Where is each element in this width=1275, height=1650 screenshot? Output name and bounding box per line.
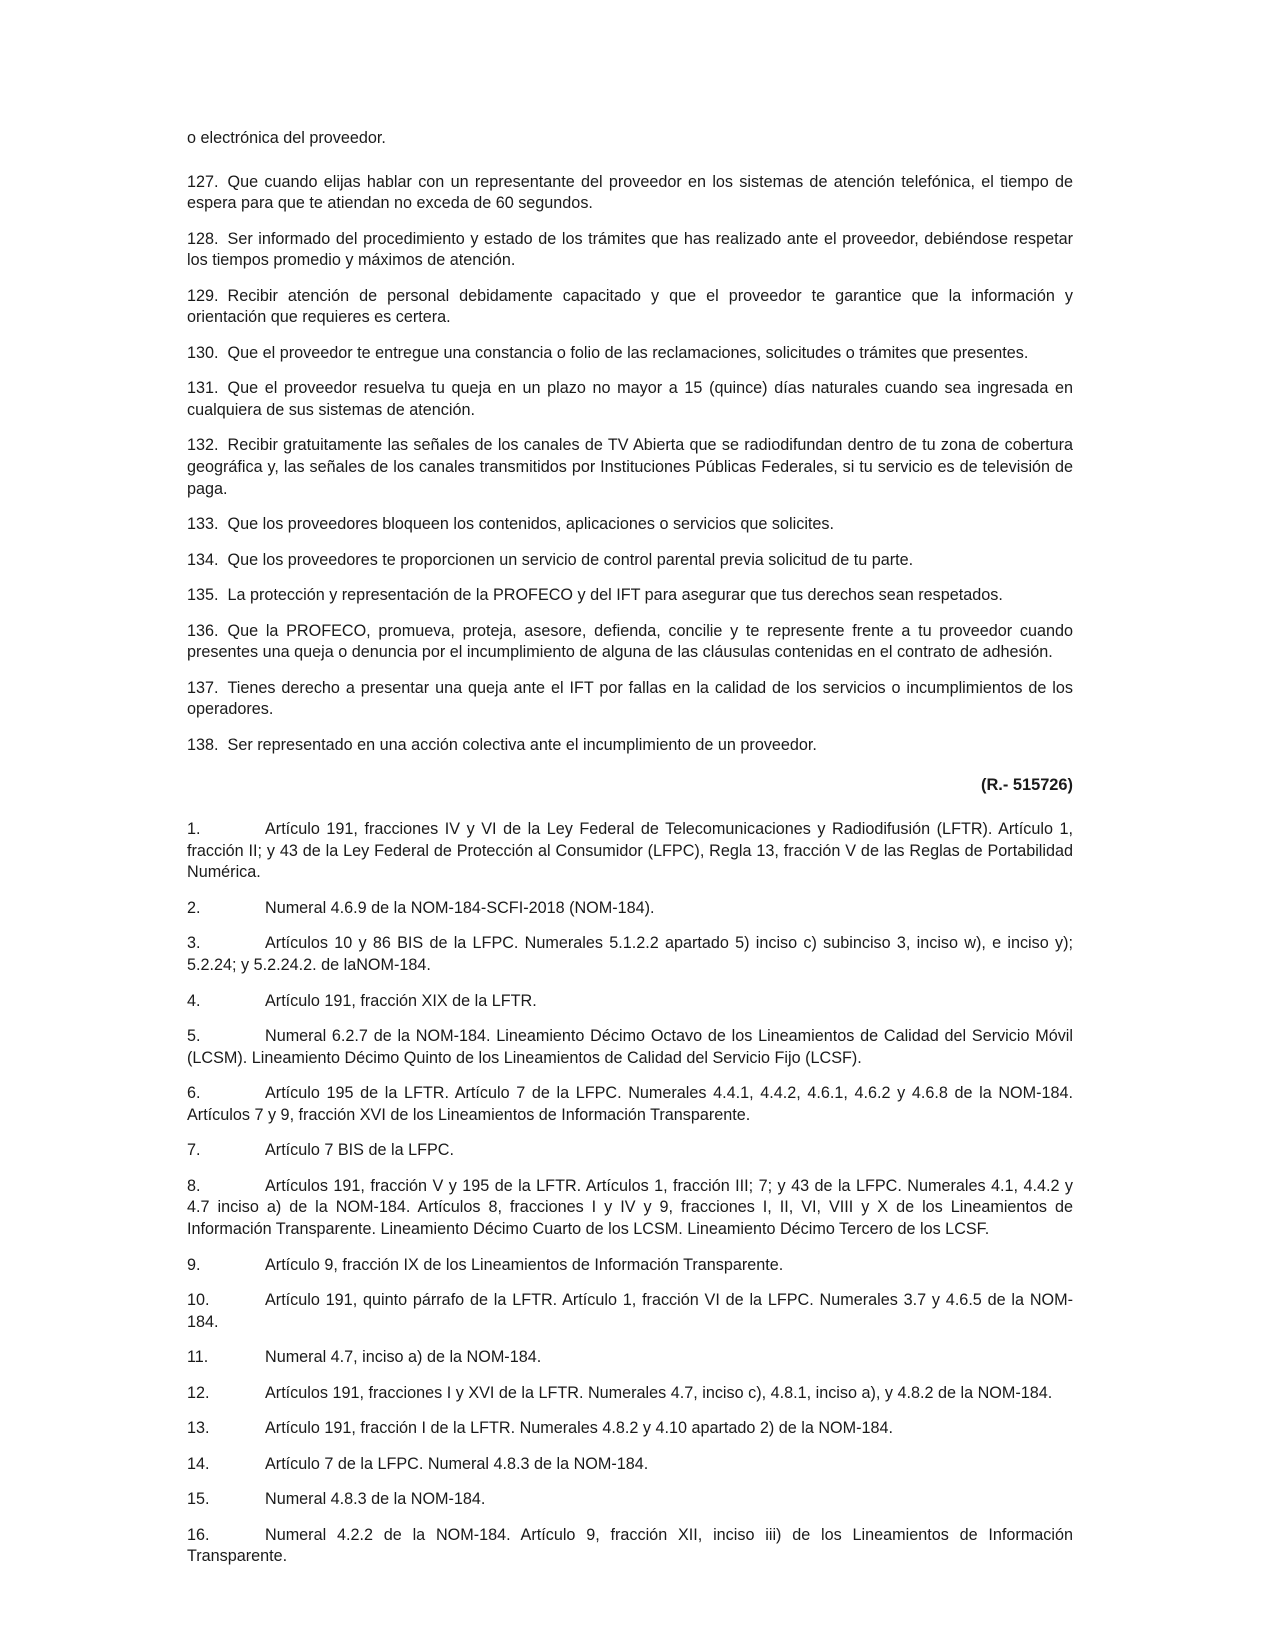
rights-item-text: Que el proveedor resuelva tu queja en un plazo no mayor a 15 (quince) días naturales cuando sea ingresada en cualquiera de sus sistemas de atención. (187, 379, 1073, 419)
rights-item-number: 136. (187, 621, 219, 640)
footnote-item-13 (187, 1418, 1073, 1440)
footnote-text: Artículo 191, fracciones IV y VI de la Ley Federal de Telecomunicaciones y Radiodifusión (LFTR). Artículo 1, fracción II; y 43 de la Ley Federal de Protección al Consumidor (LFPC), Regla 13, fracción V de las Reglas de Portabilidad Numérica. (187, 820, 1073, 882)
rights-item-number: 133. (187, 515, 219, 534)
footnote-item-14 (187, 1454, 1073, 1476)
footnote-text: Numeral 4.7, inciso a) de la NOM-184. (265, 1348, 542, 1367)
footnote-item-7 (187, 1140, 1073, 1162)
footnote-number: 12. (187, 1383, 210, 1402)
footnote-number: 6. (187, 1084, 201, 1103)
rights-item-136 (187, 621, 1073, 664)
footnote-text: Artículo 191, fracción XIX de la LFTR. (265, 991, 537, 1010)
rights-item-text: Que los proveedores bloqueen los contenidos, aplicaciones o servicios que solicites. (227, 515, 835, 534)
footnote-number: 1. (187, 820, 201, 839)
rights-item-133 (187, 514, 1073, 536)
footnote-number: 5. (187, 1027, 201, 1046)
footnote-item-5 (187, 1026, 1073, 1069)
footnote-item-15 (187, 1489, 1073, 1511)
footnote-text: Numeral 4.2.2 de la NOM-184. Artículo 9, fracción XII, inciso iii) de los Lineamientos de Información Transparente. (187, 1525, 1073, 1566)
rights-item-number: 138. (187, 735, 219, 754)
rights-item-134 (187, 550, 1073, 572)
rights-item-130 (187, 343, 1073, 365)
footnote-text: Artículo 9, fracción IX de los Lineamientos de Información Transparente. (265, 1255, 784, 1274)
rights-item-text: Que la PROFECO, promueva, proteja, asesore, defienda, concilie y te represente frente a tu proveedor cuando presentes una queja o denuncia por el incumplimiento de alguna de las cláusulas contenidas en el contrato de adhesión. (187, 621, 1073, 662)
footnote-text: Artículo 195 de la LFTR. Artículo 7 de la LFPC. Numerales 4.4.1, 4.4.2, 4.6.1, 4.6.2 y 4.6.8 de la NOM-184. Artículos 7 y 9, fracción XVI de los Lineamientos de Información Transparente. (187, 1084, 1073, 1124)
rights-item-text: Que cuando elijas hablar con un representante del proveedor en los sistemas de atención telefónica, el tiempo de espera para que te atiendan no exceda de 60 segundos. (187, 172, 1073, 213)
rights-item-127 (187, 172, 1073, 215)
footnote-number: 15. (187, 1490, 210, 1509)
footnote-text: Numeral 4.8.3 de la NOM-184. (265, 1490, 486, 1509)
reference-code: (R.- 515726) (980, 776, 1073, 795)
rights-item-text: Tienes derecho a presentar una queja ante el IFT por fallas en la calidad de los servicios o incumplimientos de los operadores. (187, 678, 1073, 719)
footnote-item-1 (187, 819, 1073, 884)
rights-item-text: Que los proveedores te proporcionen un servicio de control parental previa solicitud de tu parte. (227, 550, 914, 569)
rights-item-text: Recibir gratuitamente las señales de los canales de TV Abierta que se radiodifundan dentro de tu zona de cobertura geográfica y, las señales de los canales transmitidos por Instituciones Públicas Federales, si tu servicio es de televisión de paga. (187, 436, 1073, 498)
document-body (187, 128, 1073, 1568)
footnote-item-8 (187, 1176, 1073, 1241)
footnote-text: Artículo 191, quinto párrafo de la LFTR. Artículo 1, fracción VI de la LFPC. Numerales 3.7 y 4.6.5 de la NOM-184. (187, 1291, 1073, 1331)
footnote-text: Artículo 7 BIS de la LFPC. (265, 1141, 454, 1160)
rights-item-text: Recibir atención de personal debidamente capacitado y que el proveedor te garantice que la información y orientación que requieres es certera. (187, 286, 1073, 327)
rights-item-text: Ser representado en una acción colectiva ante el incumplimiento de un proveedor. (227, 735, 817, 754)
footnote-item-9 (187, 1255, 1073, 1277)
footnote-number: 16. (187, 1525, 210, 1544)
footnote-item-11 (187, 1347, 1073, 1369)
rights-item-number: 137. (187, 678, 219, 697)
rights-item-number: 129. (187, 286, 219, 305)
rights-item-138 (187, 735, 1073, 757)
footnote-item-10 (187, 1290, 1073, 1333)
rights-item-number: 128. (187, 229, 219, 248)
footnote-number: 11. (187, 1348, 209, 1367)
rights-item-text: La protección y representación de la PROFECO y del IFT para asegurar que tus derechos sean respetados. (227, 586, 1003, 605)
footnote-item-16 (187, 1525, 1073, 1568)
rights-item-129 (187, 286, 1073, 329)
rights-item-137 (187, 678, 1073, 721)
rights-item-number: 135. (187, 586, 219, 605)
footnote-number: 14. (187, 1454, 210, 1473)
footnote-text: Artículos 10 y 86 BIS de la LFPC. Numerales 5.1.2.2 apartado 5) inciso c) subinciso 3, inciso w), e inciso y); 5.2.24; y 5.2.24.2. de laNOM-184. (187, 934, 1073, 975)
rights-item-text: Que el proveedor te entregue una constancia o folio de las reclamaciones, solicitudes o trámites que presentes. (227, 343, 1029, 362)
footnote-text: Artículos 191, fracciones I y XVI de la LFTR. Numerales 4.7, inciso c), 4.8.1, inciso a), y 4.8.2 de la NOM-184. (265, 1383, 1053, 1402)
footnote-item-2 (187, 898, 1073, 920)
rights-item-number: 127. (187, 172, 219, 191)
footnote-text: Artículos 191, fracción V y 195 de la LFTR. Artículos 1, fracción III; 7; y 43 de la LFPC. Numerales 4.1, 4.4.2 y 4.7 inciso a) de la NOM-184. Artículos 8, fracciones I y IV y 9, fracciones I, II, VI, VIII y X de los Lineamientos de Información Transparente. Lineamiento Décimo Cuarto de los LCSM. Lineamiento Décimo Tercero de los LCSF. (187, 1176, 1073, 1238)
rights-item-number: 130. (187, 343, 219, 362)
rights-item-number: 132. (187, 436, 219, 455)
rights-item-text: Ser informado del procedimiento y estado de los trámites que has realizado ante el proveedor, debiéndose respetar los tiempos promedio y máximos de atención. (187, 229, 1073, 270)
footnote-number: 13. (187, 1419, 210, 1438)
continuation-paragraph: o electrónica del proveedor. (187, 129, 386, 147)
footnote-item-12 (187, 1383, 1073, 1405)
footnote-number: 3. (187, 934, 201, 953)
footnote-text: Numeral 6.2.7 de la NOM-184. Lineamiento Décimo Octavo de los Lineamientos de Calidad del Servicio Móvil (LCSM). Lineamiento Décimo Quinto de los Lineamientos de Calidad del Servicio Fijo (LCSF). (187, 1027, 1073, 1067)
footnote-text: Artículo 7 de la LFPC. Numeral 4.8.3 de la NOM-184. (265, 1454, 649, 1473)
rights-item-131 (187, 378, 1073, 421)
footnote-number: 8. (187, 1176, 201, 1195)
footnote-item-3 (187, 933, 1073, 976)
footnote-text: Numeral 4.6.9 de la NOM-184-SCFI-2018 (NOM-184). (265, 898, 655, 917)
footnote-item-6 (187, 1083, 1073, 1126)
rights-item-132 (187, 435, 1073, 500)
footnote-number: 9. (187, 1255, 201, 1274)
footnote-number: 4. (187, 991, 201, 1010)
rights-item-135 (187, 585, 1073, 607)
footnote-item-4 (187, 991, 1073, 1013)
footnote-number: 2. (187, 898, 201, 917)
footnote-text: Artículo 191, fracción I de la LFTR. Numerales 4.8.2 y 4.10 apartado 2) de la NOM-184. (265, 1419, 894, 1438)
footnote-number: 10. (187, 1291, 210, 1310)
rights-item-number: 134. (187, 550, 219, 569)
footnote-number: 7. (187, 1141, 201, 1160)
rights-item-number: 131. (187, 379, 219, 398)
rights-item-128 (187, 229, 1073, 272)
